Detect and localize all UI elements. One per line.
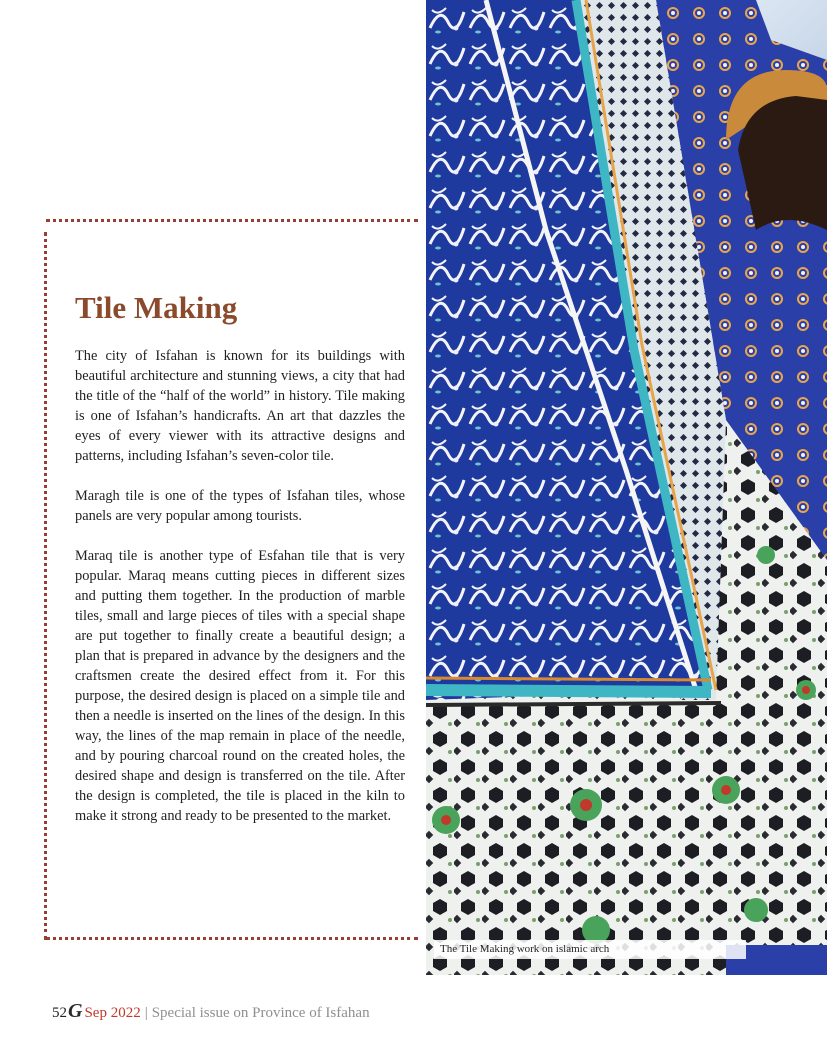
frame-top-border <box>46 219 418 222</box>
article-paragraph-2: Maragh tile is one of the types of Isfahan tiles, whose panels are very popular among tourists. <box>75 488 405 524</box>
footer-separator: | <box>144 1005 148 1021</box>
frame-bottom-border <box>46 937 418 940</box>
issue-date: Sep 2022 <box>84 1005 141 1021</box>
page-number: 52 <box>52 1005 67 1021</box>
tile-arch-photo <box>426 0 827 975</box>
page-footer <box>52 1001 370 1023</box>
photo-caption: The Tile Making work on islamic arch <box>434 940 746 959</box>
article-paragraph-3: Maraq tile is another type of Esfahan tile that is very popular. Maraq means cutting pieces in different sizes and putting them together. In the production of marble tiles, small and large pieces of tiles with a special shape are put together to finally create a beautiful design; a plan that is prepared in advance by the designers and the craftsmen create the desired effect from it. For this purpose, the desired design is placed on a simple tile and then a needle is inserted on the lines of the design. In this way, the lines of the map remain in place of the needle, and by pouring charcoal round on the created holes, the desired shape and design is transferred on the tile. After the design is completed, the tile is placed in the kiln to make it strong and ready to be presented to the market. <box>75 548 405 824</box>
article <box>75 288 405 846</box>
article-paragraph-1: The city of Isfahan is known for its buildings with beautiful architecture and stunning views, a city that had the title of the “half of the world” in history. Tile making is one of Isfahan’s handicrafts. An art that dazzles the eyes of every viewer with its attractive designs and patterns, including Isfahan’s seven-color tile. <box>75 348 405 464</box>
issue-title: Special issue on Province of Isfahan <box>151 1005 370 1021</box>
magazine-logo: G <box>68 1000 83 1022</box>
article-title: Tile Making <box>75 290 238 325</box>
frame-left-border <box>44 232 47 940</box>
